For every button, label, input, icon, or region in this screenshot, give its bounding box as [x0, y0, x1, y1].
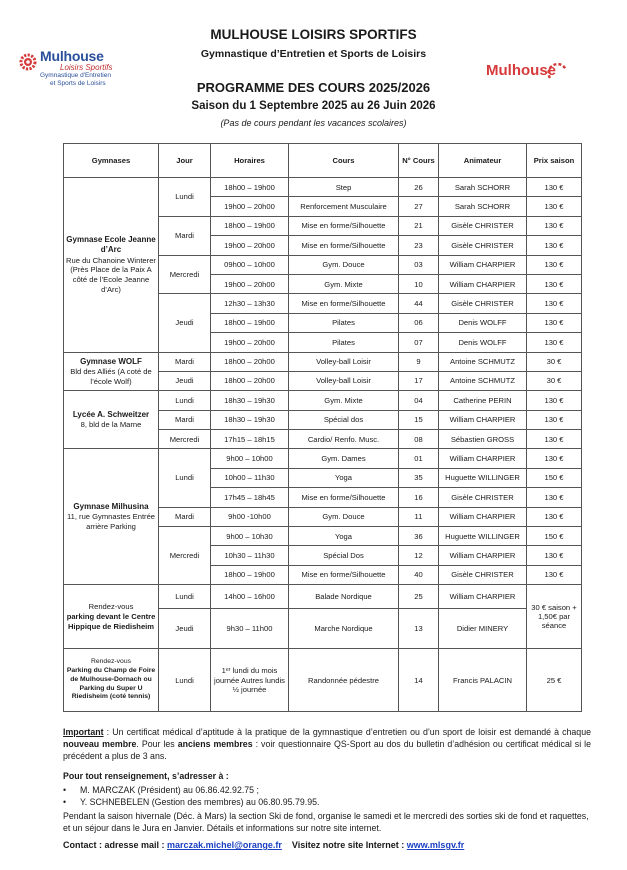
venue-hippique [64, 585, 159, 649]
time-cell: 19h00 – 20h00 [211, 333, 289, 352]
day-cell: Mardi [159, 507, 211, 526]
course-number: 36 [399, 527, 439, 546]
course-number: 06 [399, 313, 439, 332]
important-label: Important [63, 727, 104, 737]
day-cell: Lundi [159, 449, 211, 507]
schedule-table [63, 143, 582, 712]
course-cell: Mise en forme/Silhouette [289, 236, 399, 255]
gear-icon [18, 52, 38, 72]
instructor-cell: Antoine SCHMUTZ [439, 371, 527, 390]
programme-title: PROGRAMME DES COURS 2025/2026 [196, 80, 431, 95]
time-cell: 18h30 – 19h30 [211, 391, 289, 410]
price-cell: 130 € [527, 255, 582, 274]
instructor-cell: William CHARPIER [439, 274, 527, 293]
instructor-cell: Denis WOLFF [439, 333, 527, 352]
instructor-cell: Sarah SCHORR [439, 197, 527, 216]
course-cell: Balade Nordique [289, 585, 399, 609]
course-cell: Gym. Douce [289, 507, 399, 526]
time-cell: 18h00 – 20h00 [211, 352, 289, 371]
course-number: 14 [399, 649, 439, 712]
day-cell: Mercredi [159, 255, 211, 294]
day-cell: Mardi [159, 352, 211, 371]
instructor-cell: Gisèle CHRISTER [439, 216, 527, 235]
course-cell: Mise en forme/Silhouette [289, 488, 399, 507]
venue-address: 8, bld de la Marne [80, 420, 142, 430]
course-number: 40 [399, 565, 439, 584]
course-number: 35 [399, 468, 439, 487]
course-number: 10 [399, 274, 439, 293]
course-cell: Gym. Mixte [289, 274, 399, 293]
time-cell: 9h00 – 10h30 [211, 527, 289, 546]
venue-milhusina [64, 449, 159, 585]
course-cell: Pilates [289, 333, 399, 352]
col-animateur: Animateur [439, 144, 527, 178]
price-cell: 130 € [527, 410, 582, 429]
instructor-cell: William CHARPIER [439, 410, 527, 429]
contact-president: M. MARCZAK (Président) au 06.86.42.92.75 ; [80, 785, 259, 795]
course-number: 08 [399, 430, 439, 449]
time-cell: 19h00 – 20h00 [211, 274, 289, 293]
time-cell: 18h00 – 19h00 [211, 216, 289, 235]
instructor-cell: Didier MINERY [439, 609, 527, 649]
venue-rdv: Rendez-vous [90, 658, 132, 666]
course-number: 17 [399, 371, 439, 390]
instructor-cell: William CHARPIER [439, 507, 527, 526]
contact-footer [63, 839, 591, 851]
contact-list [63, 785, 591, 809]
time-cell: 10h00 – 11h30 [211, 468, 289, 487]
instructor-cell: Huguette WILLINGER [439, 527, 527, 546]
site-link[interactable]: www.mlsgv.fr [406, 840, 465, 850]
course-cell: Randonnée pédestre [289, 649, 399, 712]
holiday-note: (Pas de cours pendant les vacances scolaires) [220, 118, 407, 128]
time-cell: 19h00 – 20h00 [211, 236, 289, 255]
logo-brand: Mulhouse [40, 48, 104, 64]
col-horaires: Horaires [211, 144, 289, 178]
time-cell: 18h00 – 20h00 [211, 371, 289, 390]
day-cell: Mercredi [159, 527, 211, 585]
price-cell: 130 € [527, 274, 582, 293]
course-number: 03 [399, 255, 439, 274]
season-dates: Saison du 1 Septembre 2025 au 26 Juin 2026 [191, 100, 436, 112]
important-nouveau: nouveau membre [63, 738, 137, 749]
instructor-cell: Huguette WILLINGER [439, 468, 527, 487]
col-cours: Cours [289, 144, 399, 178]
course-cell: Gym. Mixte [289, 391, 399, 410]
price-cell: 130 € [527, 565, 582, 584]
gear-icon [546, 58, 570, 82]
course-cell: Renforcement Musculaire [289, 197, 399, 216]
day-cell: Lundi [159, 178, 211, 217]
price-cell: 25 € [527, 649, 582, 712]
time-cell: 17h45 – 18h45 [211, 488, 289, 507]
day-cell: Mardi [159, 216, 211, 255]
price-cell: 130 € [527, 236, 582, 255]
day-cell: Lundi [159, 585, 211, 609]
col-prix: Prix saison [527, 144, 582, 178]
time-cell: 9h30 – 11h00 [211, 609, 289, 649]
table-row [64, 178, 582, 197]
instructor-cell: Francis PALACIN [439, 649, 527, 712]
instructor-cell: Antoine SCHMUTZ [439, 352, 527, 371]
venue-address: Rue du Chanoine Winterer (Près Place de la Paix A côté de l’Ecole Jeanne d’Arc) [66, 255, 156, 294]
mail-link[interactable]: marczak.michel@orange.fr [167, 840, 282, 850]
time-cell: 18h00 – 19h00 [211, 178, 289, 197]
instructor-cell: Gisèle CHRISTER [439, 294, 527, 313]
instructor-cell: Sébastien GROSS [439, 430, 527, 449]
instructor-cell: Gisèle CHRISTER [439, 565, 527, 584]
course-cell: Yoga [289, 527, 399, 546]
important-text-c: : voir questionnaire QS-Sport au dos du bulletin d’adhésion ou certificat médical si le précédent a plus de 3 ans. [63, 738, 591, 761]
header-row [64, 144, 582, 178]
course-cell: Mise en forme/Silhouette [289, 565, 399, 584]
venue-foire [64, 649, 159, 712]
important-anciens: anciens membres [177, 738, 253, 749]
table-row [64, 585, 582, 609]
time-cell: 09h00 – 10h00 [211, 255, 289, 274]
logo-tagline: Loisirs Sportifs [60, 63, 113, 72]
course-number: 07 [399, 333, 439, 352]
course-number: 21 [399, 216, 439, 235]
list-item: • Y. SCHNEBELEN (Gestion des membres) au 06.80.95.79.95. [63, 796, 320, 807]
time-cell: 18h00 – 19h00 [211, 565, 289, 584]
day-cell: Lundi [159, 391, 211, 410]
course-number: 26 [399, 178, 439, 197]
price-cell: 130 € [527, 178, 582, 197]
instructor-cell: Catherine PERIN [439, 391, 527, 410]
price-cell-nordic: 30 € saison + 1,50€ par séance [527, 585, 582, 649]
course-cell: Gym. Douce [289, 255, 399, 274]
venue-name: Lycée A. Schweitzer [72, 409, 150, 419]
course-number: 11 [399, 507, 439, 526]
course-number: 27 [399, 197, 439, 216]
winter-note: Pendant la saison hivernale (Déc. à Mars) la section Ski de fond, organise le samedi et le mercredi des sorties ski de fond et raquettes, et un séjour dans le Jura en Janvier. Détails et informations sur notre site internet. [63, 811, 589, 833]
course-cell: Step [289, 178, 399, 197]
course-number: 15 [399, 410, 439, 429]
course-cell: Gym. Dames [289, 449, 399, 468]
instructor-cell: Sarah SCHORR [439, 178, 527, 197]
time-cell: 9h00 – 10h00 [211, 449, 289, 468]
day-cell: Lundi [159, 649, 211, 712]
venue-name: Gymnase Milhusina [73, 502, 149, 511]
price-cell: 130 € [527, 546, 582, 565]
important-text-b: . Pour les [136, 738, 178, 749]
course-cell: Volley-ball Loisir [289, 371, 399, 390]
course-cell: Mise en forme/Silhouette [289, 216, 399, 235]
time-cell: 10h30 – 11h30 [211, 546, 289, 565]
contact-membres: Y. SCHNEBELEN (Gestion des membres) au 06.80.95.79.95. [80, 796, 320, 807]
venue-address: 11, rue Gymnastes Entrée arrière Parking [66, 512, 156, 531]
course-number: 04 [399, 391, 439, 410]
price-cell: 30 € [527, 371, 582, 390]
time-cell: 12h30 – 13h30 [211, 294, 289, 313]
price-cell: 130 € [527, 449, 582, 468]
important-text-a: : Un certificat médical d’aptitude à la pratique de la gymnastique d’entretien ou d’un sport de loisir est demandé à chaque [103, 727, 591, 737]
time-cell: 9h00 -10h00 [211, 507, 289, 526]
logo-mulhouse-text: Mulhouse [486, 62, 556, 79]
course-number: 23 [399, 236, 439, 255]
org-subtitle: Gymnastique d’Entretien et Sports de Loisirs [200, 48, 427, 60]
course-cell: Volley-ball Loisir [289, 352, 399, 371]
instructor-cell: William CHARPIER [439, 546, 527, 565]
instructor-cell: Denis WOLFF [439, 313, 527, 332]
course-cell: Cardio/ Renfo. Musc. [289, 430, 399, 449]
col-jour: Jour [159, 144, 211, 178]
instructor-cell: Gisèle CHRISTER [439, 488, 527, 507]
course-number: 12 [399, 546, 439, 565]
time-cell: 18h00 – 19h00 [211, 313, 289, 332]
course-cell: Marche Nordique [289, 609, 399, 649]
day-cell: Mardi [159, 410, 211, 429]
day-cell: Jeudi [159, 609, 211, 649]
day-cell: Jeudi [159, 294, 211, 352]
price-cell: 150 € [527, 468, 582, 487]
venue-name: parking devant le Centre Hippique de Riedisheim [66, 611, 156, 631]
time-cell: 1ᵉʳ lundi du mois journée Autres lundis ½ journée [211, 649, 289, 712]
price-cell: 130 € [527, 216, 582, 235]
logo-sub1: Gymnastique d'Entretien [40, 72, 111, 79]
course-number: 9 [399, 352, 439, 371]
price-cell: 130 € [527, 430, 582, 449]
table-row [64, 352, 582, 371]
venue-jeanne [64, 178, 159, 353]
venue-name: Parking du Champ de Foire de Mulhouse-Dornach ou Parking du Super U Riedisheim (coté tennis) [66, 667, 156, 701]
time-cell: 14h00 – 16h00 [211, 585, 289, 609]
list-item: • M. MARCZAK (Président) au 06.86.42.92.75 ; [63, 785, 259, 795]
time-cell: 18h30 – 19h30 [211, 410, 289, 429]
venue-name: Gymnase Ecole Jeanne d’Arc [66, 235, 156, 255]
org-title: MULHOUSE LOISIRS SPORTIFS [210, 27, 417, 42]
venue-address: Bld des Alliés (A coté de l’école Wolf) [70, 366, 152, 386]
site-label: Visitez notre site Internet : [291, 840, 407, 850]
course-cell: Pilates [289, 313, 399, 332]
table-row [64, 649, 582, 712]
instructor-cell: Gisèle CHRISTER [439, 236, 527, 255]
instructor-cell: William CHARPIER [439, 585, 527, 609]
course-number: 44 [399, 294, 439, 313]
course-cell: Mise en forme/Silhouette [289, 294, 399, 313]
price-cell: 30 € [527, 352, 582, 371]
course-number: 01 [399, 449, 439, 468]
course-number: 25 [399, 585, 439, 609]
venue-schweitzer [64, 391, 159, 449]
price-cell: 130 € [527, 488, 582, 507]
course-cell: Spécial Dos [289, 546, 399, 565]
venue-wolf [64, 352, 159, 391]
time-cell: 19h00 – 20h00 [211, 197, 289, 216]
day-cell: Mercredi [159, 430, 211, 449]
price-cell: 130 € [527, 391, 582, 410]
price-cell: 130 € [527, 313, 582, 332]
logo-mulhouse [486, 62, 556, 79]
course-cell: Yoga [289, 468, 399, 487]
day-cell: Jeudi [159, 371, 211, 390]
course-cell: Spécial dos [289, 410, 399, 429]
course-number: 16 [399, 488, 439, 507]
price-cell: 130 € [527, 294, 582, 313]
logo-sub2: et Sports de Loisirs [50, 80, 106, 87]
mail-label: Contact : adresse mail : [63, 840, 168, 850]
venue-rdv: Rendez-vous [88, 602, 134, 612]
venue-name: Gymnase WOLF [80, 356, 142, 366]
important-note [63, 727, 591, 763]
price-cell: 130 € [527, 507, 582, 526]
time-cell: 17h15 – 18h15 [211, 430, 289, 449]
table-row [64, 449, 582, 468]
instructor-cell: William CHARPIER [439, 449, 527, 468]
table-row [64, 391, 582, 410]
course-number: 13 [399, 609, 439, 649]
price-cell: 130 € [527, 197, 582, 216]
price-cell: 130 € [527, 333, 582, 352]
price-cell: 150 € [527, 527, 582, 546]
col-gymnases: Gymnases [64, 144, 159, 178]
col-numero: N° Cours [399, 144, 439, 178]
instructor-cell: William CHARPIER [439, 255, 527, 274]
contact-title: Pour tout renseignement, s’adresser à : [63, 771, 229, 781]
